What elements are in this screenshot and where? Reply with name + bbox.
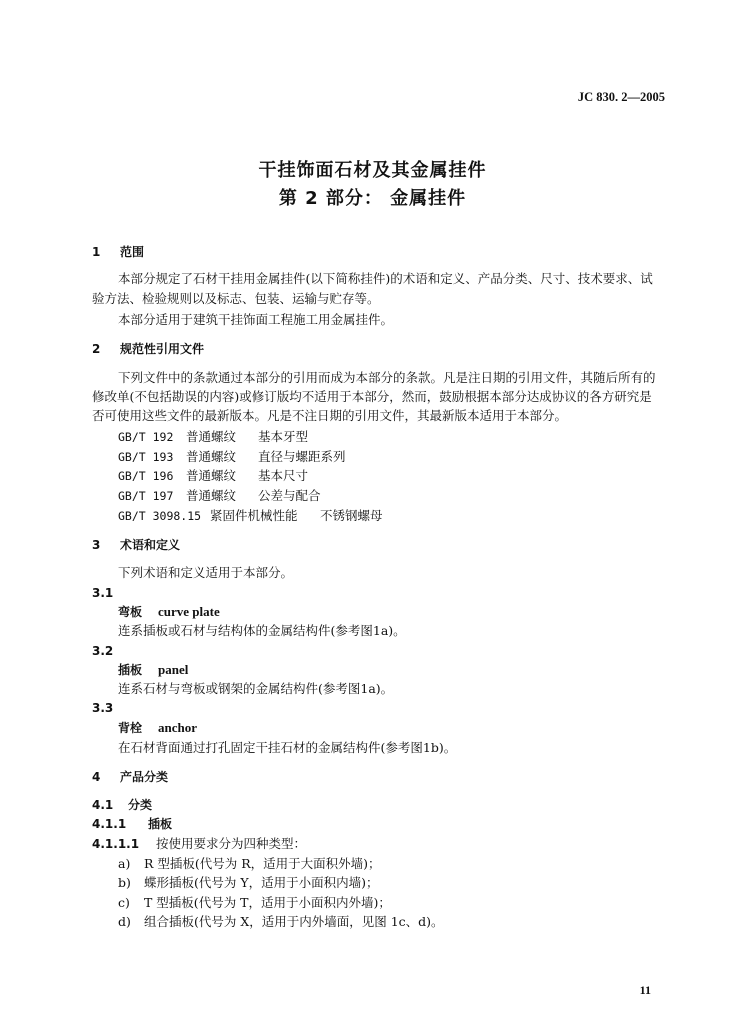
term-english: panel xyxy=(158,662,189,677)
term-chinese: 背栓 xyxy=(118,721,143,735)
list-item-text: T 型插板(代号为 T，适用于小面积内外墙)； xyxy=(144,895,391,910)
list-item-text: 组合插板(代号为 X，适用于内外墙面，见图 1c、d)。 xyxy=(144,914,444,929)
section-title: 规范性引用文件 xyxy=(120,342,205,356)
section-number: 1 xyxy=(92,245,101,259)
reference-item xyxy=(118,447,346,467)
subsection-title: 插板 xyxy=(148,817,173,831)
term-definition: 在石材背面通过打孔固定干挂石材的金属结构件(参考图1b)。 xyxy=(118,740,457,755)
reference-desc: 基本尺寸 xyxy=(258,468,309,483)
section-1-para2: 本部分适用于建筑干挂饰面工程施工用金属挂件。 xyxy=(118,312,394,327)
reference-code: GB/T 197 xyxy=(118,489,174,503)
subsection-title: 分类 xyxy=(128,798,153,812)
list-item xyxy=(118,893,391,913)
term-chinese: 插板 xyxy=(118,663,143,677)
clause-number: 4.1.1.1 xyxy=(92,837,140,851)
term-number: 3.2 xyxy=(92,644,114,658)
section-number: 3 xyxy=(92,538,101,552)
reference-code: GB/T 192 xyxy=(118,430,174,444)
reference-item xyxy=(118,486,321,506)
section-1-heading xyxy=(92,242,144,262)
section-2-para-line2: 修改单(不包括勘误的内容)或修订版均不适用于本部分，然而，鼓励根据本部分达成协议的各方研究是 xyxy=(92,389,652,404)
section-1-para1-line1: 本部分规定了石材干挂用金属挂件(以下简称挂件)的术语和定义、产品分类、尺寸、技术要求、试 xyxy=(118,271,653,286)
reference-name: 紧固件机械性能 xyxy=(210,508,298,523)
clause-4-1-1-1 xyxy=(92,834,306,854)
term-entry xyxy=(118,602,220,622)
section-3-intro: 下列术语和定义适用于本部分。 xyxy=(118,565,294,580)
term-entry xyxy=(118,660,188,680)
section-3-heading xyxy=(92,535,180,555)
section-title: 产品分类 xyxy=(120,770,169,784)
subsection-number: 4.1 xyxy=(92,798,114,812)
section-number: 4 xyxy=(92,770,101,784)
list-item-letter: d) xyxy=(118,914,131,929)
term-chinese: 弯板 xyxy=(118,605,143,619)
reference-name: 普通螺纹 xyxy=(186,468,237,483)
reference-code: GB/T 3098.15 xyxy=(118,509,202,523)
document-title: 干挂饰面石材及其金属挂件 xyxy=(258,160,487,181)
reference-desc: 基本牙型 xyxy=(258,429,309,444)
list-item xyxy=(118,873,378,893)
section-1-para1-line2: 验方法、检验规则以及标志、包装、运输与贮存等。 xyxy=(92,291,380,306)
term-definition: 连系石材与弯板或钢架的金属结构件(参考图1a)。 xyxy=(118,681,394,696)
term-number: 3.3 xyxy=(92,701,114,715)
reference-name: 普通螺纹 xyxy=(186,449,237,464)
reference-desc: 公差与配合 xyxy=(258,488,321,503)
list-item-letter: c) xyxy=(118,895,130,910)
reference-item xyxy=(118,427,308,447)
list-item xyxy=(118,912,444,932)
reference-desc: 不锈钢螺母 xyxy=(320,508,383,523)
term-english: curve plate xyxy=(158,604,220,619)
subsection-4-1-1-heading xyxy=(92,814,172,834)
section-number: 2 xyxy=(92,342,101,356)
term-definition: 连系插板或石材与结构体的金属结构件(参考图1a)。 xyxy=(118,623,406,638)
term-entry xyxy=(118,718,197,738)
document-subtitle: 第 2 部分： 金属挂件 xyxy=(278,188,467,209)
subsection-number: 4.1.1 xyxy=(92,817,127,831)
list-item-text: 蝶形插板(代号为 Y，适用于小面积内墙)； xyxy=(144,875,379,890)
reference-code: GB/T 196 xyxy=(118,469,174,483)
reference-desc: 直径与螺距系列 xyxy=(258,449,346,464)
reference-name: 普通螺纹 xyxy=(186,488,237,503)
subsection-4-1-heading xyxy=(92,795,152,815)
section-title: 范围 xyxy=(120,245,145,259)
list-item-letter: b) xyxy=(118,875,131,890)
reference-item xyxy=(118,466,308,486)
term-english: anchor xyxy=(158,720,198,735)
clause-text: 按使用要求分为四种类型： xyxy=(156,836,307,851)
list-item xyxy=(118,854,381,874)
reference-code: GB/T 193 xyxy=(118,450,174,464)
standard-code: JC 830. 2—2005 xyxy=(577,90,665,104)
section-2-para-line1: 下列文件中的条款通过本部分的引用而成为本部分的条款。凡是注日期的引用文件，其随后所有的 xyxy=(118,370,656,385)
section-4-heading xyxy=(92,767,168,787)
section-2-para-line3: 否可使用这些文件的最新版本。凡是不注日期的引用文件，其最新版本适用于本部分。 xyxy=(92,408,568,423)
list-item-letter: a) xyxy=(118,856,131,871)
reference-name: 普通螺纹 xyxy=(186,429,237,444)
section-2-heading xyxy=(92,339,204,359)
reference-item xyxy=(118,506,383,526)
page-number: 11 xyxy=(639,983,651,997)
section-title: 术语和定义 xyxy=(120,538,181,552)
list-item-text: R 型插板(代号为 R，适用于大面积外墙)； xyxy=(144,856,381,871)
term-number: 3.1 xyxy=(92,586,114,600)
